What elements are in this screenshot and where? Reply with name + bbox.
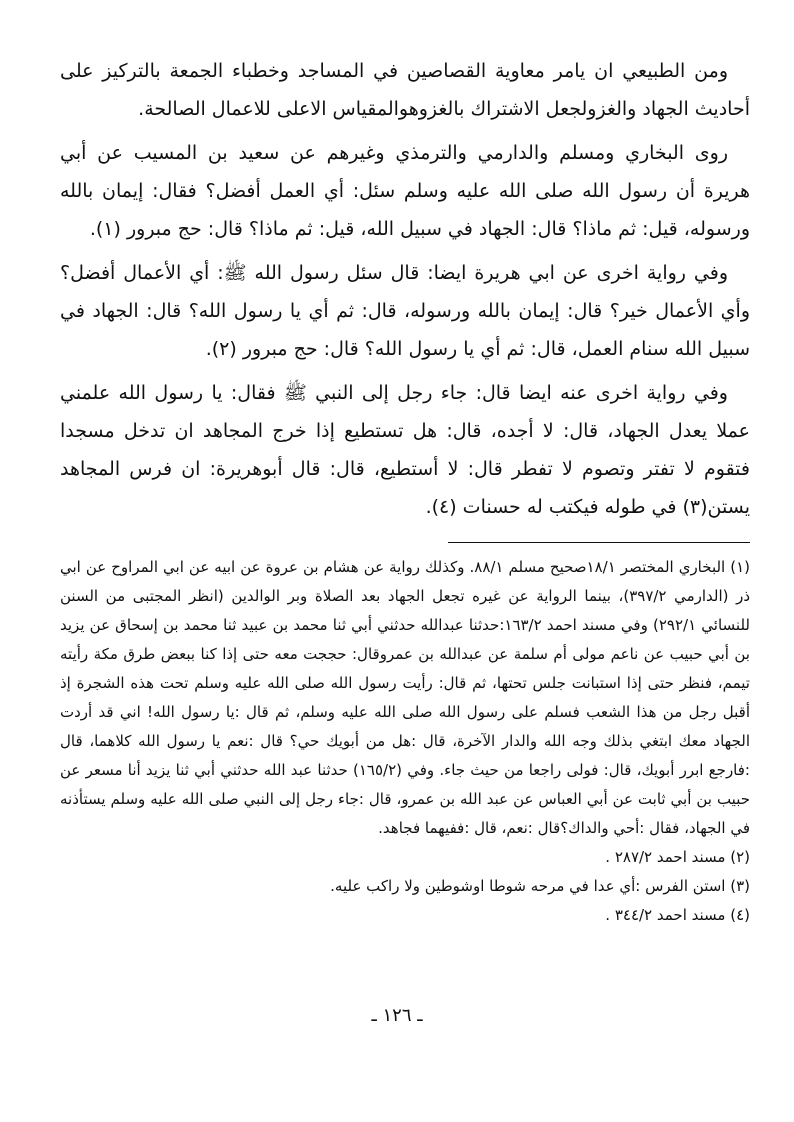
footnote-divider: [448, 542, 750, 543]
paragraph-1: ومن الطبيعي ان يامر معاوية القصاصين في المساجد وخطباء الجمعة بالتركيز على أحاديث الجهاد والغزولجعل الاشتراك بالغزوهوالمقياس الاعلى للاعمال الصالحة.: [60, 60, 750, 120]
footnote-3: (٣) استن الفرس :أي عدا في مرحه شوطا اوشوطين ولا راكب عليه.: [330, 877, 750, 895]
footnotes: [60, 553, 750, 930]
paragraph-3: وفي رواية اخرى عن ابي هريرة ايضا: قال سئل رسول الله ﷺ: أي الأعمال أفضل؟ وأي الأعمال خير؟ قال: إيمان بالله ورسوله، قال: ثم أي يا رسول الله؟ قال: الجهاد في سبيل الله سنام العمل، قال: ثم أي يا رسول الله؟ قال: حج مبرور (٢).: [60, 262, 750, 360]
footnote-4: (٤) مسند احمد ٣٤٤/٢ .: [605, 906, 750, 924]
paragraph-2: روى البخاري ومسلم والدارمي والترمذي وغيرهم عن سعيد بن المسيب عن أبي هريرة أن رسول الله صلى الله عليه وسلم سئل: أي العمل أفضل؟ فقال: إيمان بالله ورسوله، قيل: ثم ماذا؟ قال: الجهاد في سبيل الله، قيل: ثم ماذا؟ قال: حج مبرور (١).: [60, 142, 750, 240]
paragraph-4: وفي رواية اخرى عنه ايضا قال: جاء رجل إلى النبي ﷺ فقال: يا رسول الله علمني عملا يعدل الجهاد، قال: لا أجده، قال: هل تستطيع إذا خرج المجاهد ان تدخل مسجدا فتقوم لا تفتر وتصوم لا تفطر قال: لا أستطيع، قال: قال أبوهريرة: ان فرس المجاهد يستن(٣) في طوله فيكتب له حسنات (٤).: [60, 382, 750, 518]
main-text: [60, 52, 750, 526]
page: [60, 52, 750, 1112]
footnote-2: (٢) مسند احمد ٢٨٧/٢ .: [605, 848, 750, 866]
page-number: ـ ١٢٦ ـ: [371, 1005, 423, 1026]
footnote-1: (١) البخاري المختصر ١٨/١صحيح مسلم ٨٨/١. وكذلك رواية عن هشام بن عروة عن ابيه عن ابي المراوح عن ابي ذر (الدارمي ٣٩٧/٢)، بينما الرواية عن غيره تجعل الجهاد بعد الصلاة وبر الوالدين (انظر المجتبى من السنن للنسائي ٢٩٢/١) وفي مسند احمد ١٦٣/٢:حدثنا عبدالله حدثني أبي ثنا محمد بن عبيد ثنا محمد بن إسحاق عن يزيد بن أبي حبيب عن ناعم مولى أم سلمة عن عبدالله بن عمروقال: حججت معه حتى إذا كنا ببعض طرق مكة رأيته تيمم، فنظر حتى إذا استبانت جلس تحتها، ثم قال: رأيت رسول الله صلى الله عليه وسلم تحت هذه الشجرة إذ أقبل رجل من هذا الشعب فسلم على رسول الله صلى الله عليه وسلم، ثم قال :يا رسول الله! اني قد أردت الجهاد معك ابتغي بذلك وجه الله والدار الآخرة، قال :هل من أبويك حي؟ قال :نعم يا رسول الله كلاهما، قال :فارجع ابرر أبويك، قال: فولى راجعا من حيث جاء. وفي (١٦٥/٢) حدثنا عبد الله حدثني أبي ثنا يزيد أنا مسعر عن حبيب بن أبي ثابت عن أبي العباس عن عبد الله بن عمرو، قال :جاء رجل إلى النبي صلى الله عليه وسلم يستأذنه في الجهاد، فقال :أحي والداك؟قال :نعم، قال :ففيهما فجاهد.: [60, 558, 751, 837]
